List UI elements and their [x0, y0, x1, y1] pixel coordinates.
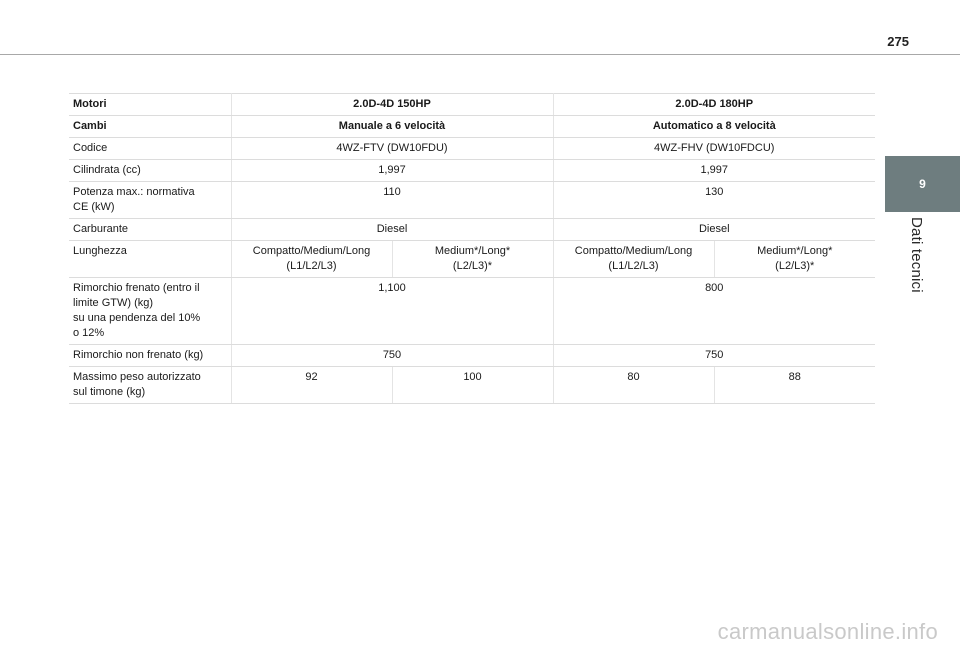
table-cell: Diesel [231, 219, 553, 241]
row-label: Rimorchio non frenato (kg) [69, 345, 231, 367]
table-cell: 4WZ-FTV (DW10FDU) [231, 138, 553, 160]
table-cell: 4WZ-FHV (DW10FDCU) [553, 138, 875, 160]
table-cell: 130 [553, 182, 875, 219]
row-label: Cilindrata (cc) [69, 160, 231, 182]
chapter-number: 9 [919, 177, 926, 191]
table-cell: 100 [392, 367, 553, 404]
table-row [69, 241, 875, 278]
table-cell: Automatico a 8 velocità [553, 116, 875, 138]
row-label: Massimo peso autorizzato sul timone (kg) [69, 367, 231, 404]
chapter-title: Dati tecnici [908, 217, 925, 293]
table-row [69, 160, 875, 182]
table-cell: 2.0D-4D 180HP [553, 94, 875, 116]
table-cell: 1,997 [231, 160, 553, 182]
table-cell: 1,100 [231, 278, 553, 345]
chapter-tab[interactable] [885, 156, 960, 212]
row-label: Motori [69, 94, 231, 116]
table-cell: Medium*/Long* (L2/L3)* [392, 241, 553, 278]
table-cell: 1,997 [553, 160, 875, 182]
table-cell: 2.0D-4D 150HP [231, 94, 553, 116]
table-cell: Compatto/Medium/Long (L1/L2/L3) [553, 241, 714, 278]
row-label: Potenza max.: normativa CE (kW) [69, 182, 231, 219]
table-cell: 800 [553, 278, 875, 345]
row-label: Rimorchio frenato (entro il limite GTW) (kg) su una pendenza del 10% o 12% [69, 278, 231, 345]
footer-watermark: carmanualsonline.info [717, 619, 938, 644]
table-cell: 88 [714, 367, 875, 404]
row-label: Lunghezza [69, 241, 231, 278]
table-row [69, 367, 875, 404]
header-divider [0, 54, 960, 55]
table-cell: Medium*/Long* (L2/L3)* [714, 241, 875, 278]
specifications-table [69, 93, 875, 404]
table-row [69, 94, 875, 116]
row-label: Codice [69, 138, 231, 160]
table-cell: Compatto/Medium/Long (L1/L2/L3) [231, 241, 392, 278]
table-cell: Manuale a 6 velocità [231, 116, 553, 138]
table-cell: 750 [553, 345, 875, 367]
table-cell: 110 [231, 182, 553, 219]
table-cell: 750 [231, 345, 553, 367]
table-cell: 92 [231, 367, 392, 404]
table-cell: Diesel [553, 219, 875, 241]
row-label: Carburante [69, 219, 231, 241]
page-number: 275 [887, 34, 909, 49]
table-row [69, 116, 875, 138]
table-row [69, 345, 875, 367]
table-row [69, 278, 875, 345]
table-cell: 80 [553, 367, 714, 404]
table-row [69, 138, 875, 160]
table-row [69, 219, 875, 241]
table-row [69, 182, 875, 219]
row-label: Cambi [69, 116, 231, 138]
